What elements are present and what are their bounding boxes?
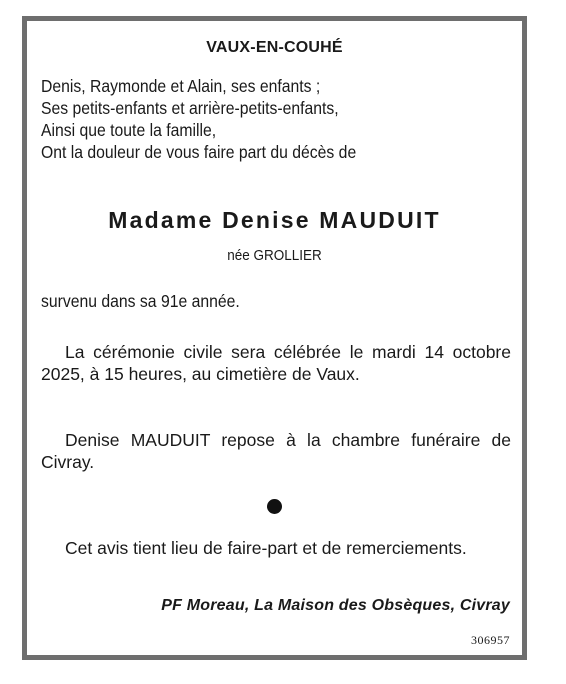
place-heading: VAUX-EN-COUHÉ bbox=[206, 39, 343, 56]
reference-number: 306957 bbox=[471, 633, 510, 647]
age-line: survenu dans sa 91e année. bbox=[41, 291, 240, 311]
rest-place-paragraph bbox=[41, 429, 511, 473]
intro-line: Ont la douleur de vous faire part du décès de bbox=[41, 142, 357, 162]
deceased-name: Madame Denise MAUDUIT bbox=[108, 207, 441, 233]
obituary-notice bbox=[22, 16, 527, 660]
ceremony-text: La cérémonie civile sera célébrée le mardi 14 octobre 2025, à 15 heures, au cimetière de Vaux. bbox=[41, 342, 511, 384]
intro-line: Denis, Raymonde et Alain, ses enfants ; bbox=[41, 76, 321, 96]
intro-line: Ses petits-enfants et arrière-petits-enfants, bbox=[41, 98, 339, 118]
thanks-text: Cet avis tient lieu de faire-part et de remerciements. bbox=[65, 538, 467, 558]
family-intro bbox=[41, 75, 356, 163]
ceremony-paragraph bbox=[41, 341, 511, 385]
intro-line: Ainsi que toute la famille, bbox=[41, 120, 217, 140]
separator-dot bbox=[267, 499, 282, 514]
funeral-home: PF Moreau, La Maison des Obsèques, Civray bbox=[161, 597, 510, 614]
rest-place-text: Denise MAUDUIT repose à la chambre funéraire de Civray. bbox=[41, 430, 511, 472]
maiden-name: née GROLLIER bbox=[227, 247, 322, 264]
thanks-paragraph bbox=[41, 537, 511, 559]
